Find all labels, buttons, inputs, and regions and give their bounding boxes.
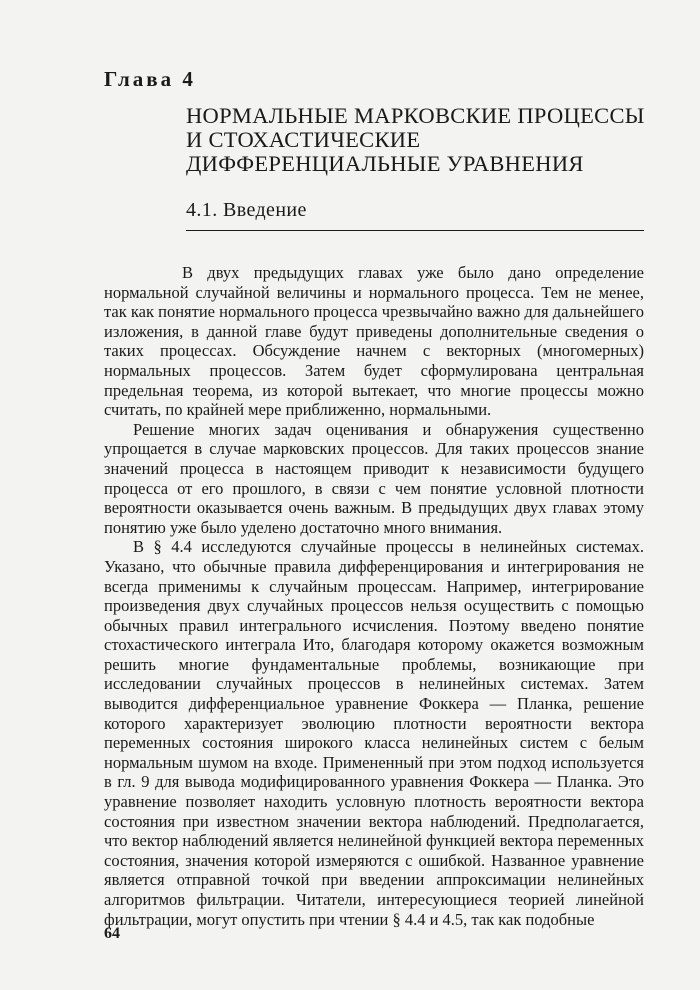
paragraph: Решение многих задач оценивания и обнаружения существенно упрощается в случае марковских процессов. Для таких процессов знание значений процесса в настоящем приводит к независимости будущего процесса от его прошлого, в связи с чем понятие условной плотности вероятности оказывается очень важным. В предыдущих двух главах этому понятию уже было уделено достаточно много внимания.: [104, 419, 644, 537]
paragraph: В двух предыдущих главах уже было дано определение нормальной случайной величины и нормального процесса. Тем не менее, так как понятие нормального процесса чрезвычайно важно для дальнейшего изложения, в данной главе будут приведены дополнительные сведения о таких процессах. Обсуждение начнем с векторных (многомерных) нормальных процессов. Затем будет сформулирована центральная предельная теорема, из которой вытекает, что многие процессы можно считать, по крайней мере приближенно, нормальными.: [104, 263, 644, 420]
section-divider: [186, 230, 644, 231]
chapter-label: Глава 4: [104, 67, 196, 91]
section-heading: 4.1. Введение: [186, 199, 307, 221]
chapter-title-line: ДИФФЕРЕНЦИАЛЬНЫЕ УРАВНЕНИЯ: [186, 151, 584, 176]
body-text: [104, 263, 644, 929]
chapter-title-line: НОРМАЛЬНЫЕ МАРКОВСКИЕ ПРОЦЕССЫ: [186, 103, 645, 128]
paragraph: В § 4.4 исследуются случайные процессы в нелинейных системах. Указано, что обычные правила дифференцирования и интегрирования не всегда применимы к случайным процессам. Например, интегрирование произведения двух случайных процессов нельзя осуществить с помощью обычных правил интегрального исчисления. Поэтому введено понятие стохастического интеграла Ито, благодаря которому окажется возможным решить многие фундаментальные проблемы, возникающие при исследовании случайных процессов в нелинейных системах. Затем выводится дифференциальное уравнение Фоккера — Планка, решение которого характеризует эволюцию плотности вероятности вектора переменных состояния широкого класса нелинейных систем с белым нормальным шумом на входе. Примененный при этом подход используется в гл. 9 для вывода модифицированного уравнения Фоккера — Планка. Это уравнение позволяет находить условную плотность вероятности вектора состояния при известном значении вектора наблюдений. Предполагается, что вектор наблюдений является нелинейной функцией вектора переменных состояния, значения которой измеряются с ошибкой. Названное уравнение является отправной точкой при введении аппроксимации нелинейных алгоритмов фильтрации. Читатели, интересующиеся теорией линейной фильтрации, могут опустить при чтении § 4.4 и 4.5, так как подобные: [104, 537, 644, 929]
chapter-title-line: И СТОХАСТИЧЕСКИЕ: [186, 127, 421, 152]
page-number: 64: [104, 925, 120, 942]
chapter-title: [186, 104, 666, 176]
